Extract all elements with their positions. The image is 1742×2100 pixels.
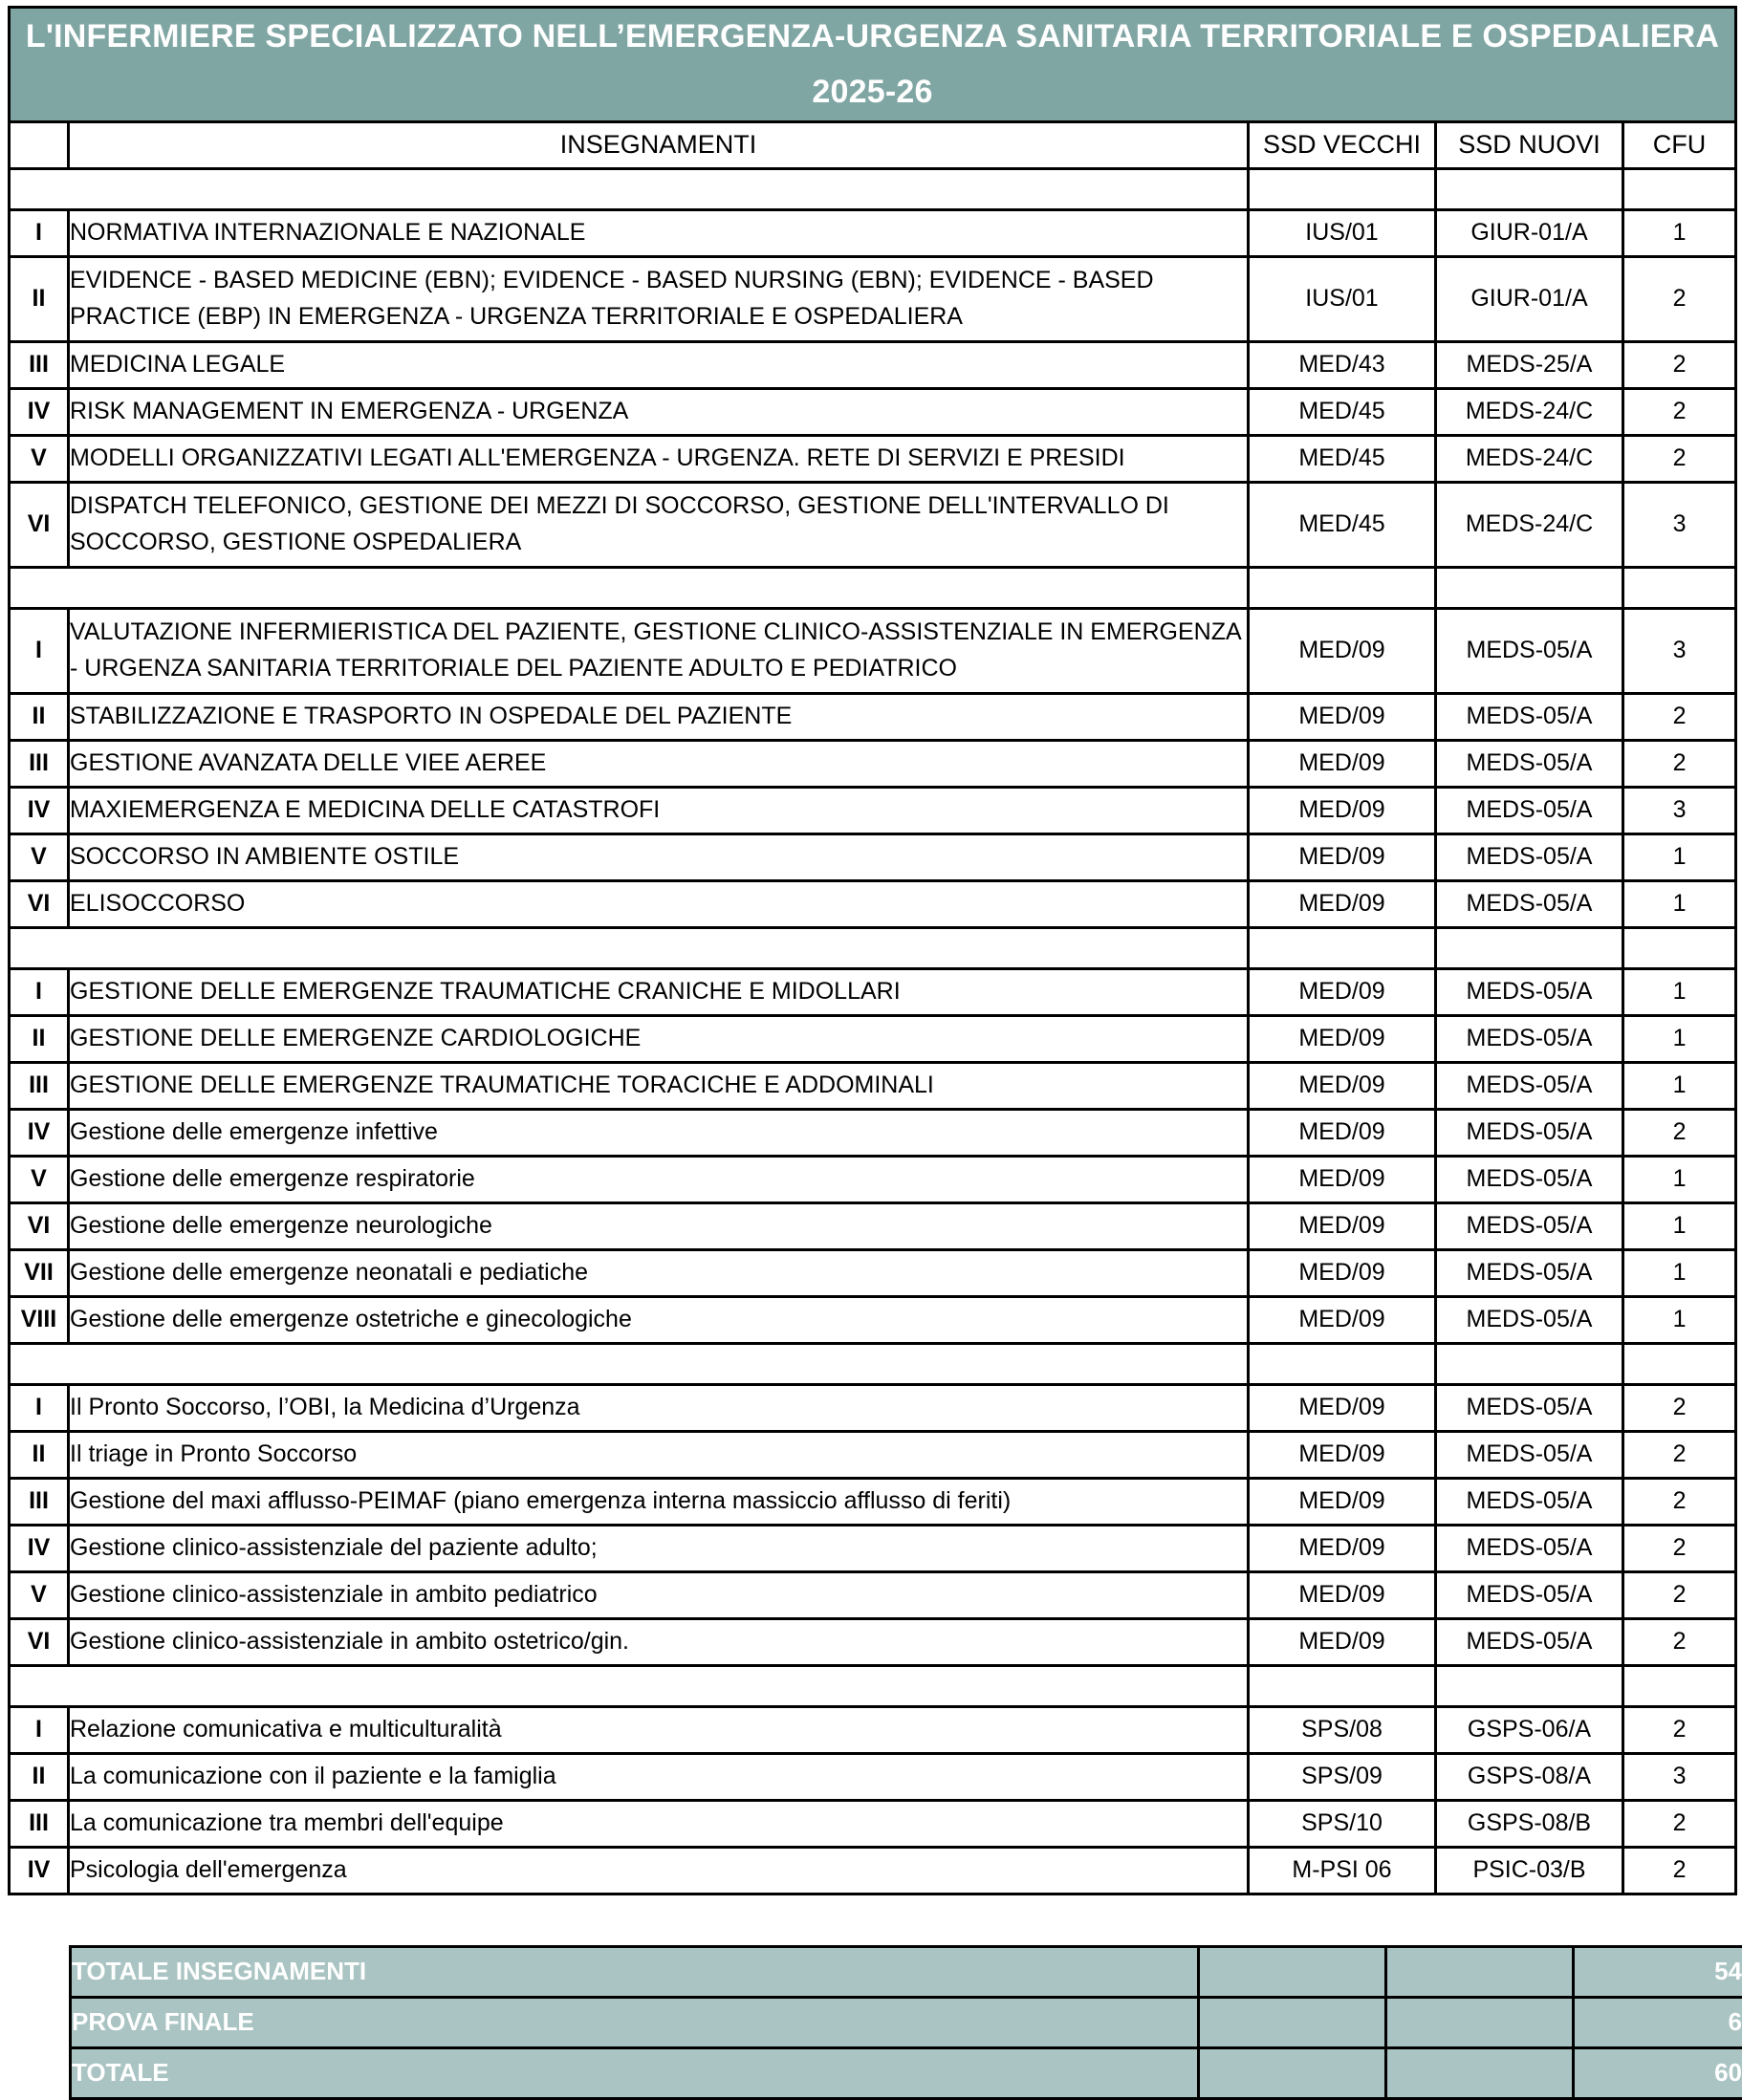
table-row [10, 693, 1736, 740]
row-subject: GESTIONE DELLE EMERGENZE TRAUMATICHE CRANICHE E MIDOLLARI [69, 968, 1249, 1015]
row-number: VI [10, 880, 69, 927]
row-cfu: 2 [1623, 1618, 1736, 1665]
row-ssd-nuovi: MEDS-05/A [1436, 740, 1623, 787]
row-subject: VALUTAZIONE INFERMIERISTICA DEL PAZIENTE, GESTIONE CLINICO-ASSISTENZIALE IN EMERGENZA - URGENZA SANITARIA TERRITORIALE DEL PAZIENTE ADULTO E PEDIATRICO [69, 608, 1249, 693]
row-ssd-nuovi: MEDS-05/A [1436, 693, 1623, 740]
table-row [10, 787, 1736, 834]
row-cfu: 3 [1623, 1753, 1736, 1800]
row-ssd-nuovi: MEDS-05/A [1436, 1202, 1623, 1249]
table-row [10, 1015, 1736, 1062]
table-row [10, 1618, 1736, 1665]
row-ssd-vecchi: MED/09 [1249, 1249, 1436, 1296]
group-header-row [10, 1665, 1736, 1706]
row-number: III [10, 740, 69, 787]
row-ssd-nuovi: MEDS-05/A [1436, 1109, 1623, 1156]
row-ssd-nuovi: MEDS-05/A [1436, 1062, 1623, 1109]
row-number: VI [10, 482, 69, 567]
table-row [10, 1156, 1736, 1202]
row-ssd-nuovi: MEDS-05/A [1436, 1156, 1623, 1202]
row-ssd-nuovi: MEDS-24/C [1436, 482, 1623, 567]
curriculum-table [8, 6, 1737, 1895]
summary-value: 54 [1574, 1946, 1742, 1997]
row-subject: Gestione clinico-assistenziale in ambito pediatrico [69, 1571, 1249, 1618]
row-cfu: 2 [1623, 1800, 1736, 1847]
row-number: V [10, 1571, 69, 1618]
row-number: VIII [10, 1296, 69, 1343]
row-number: I [10, 209, 69, 256]
summary-ssd-nuovi [1386, 2047, 1574, 2098]
row-ssd-nuovi: GIUR-01/A [1436, 256, 1623, 341]
header-ssd-nuovi: SSD NUOVI [1436, 121, 1623, 168]
row-ssd-nuovi: MEDS-05/A [1436, 1618, 1623, 1665]
row-number: III [10, 341, 69, 388]
row-cfu: 2 [1623, 693, 1736, 740]
row-ssd-vecchi: MED/09 [1249, 880, 1436, 927]
table-row [10, 1384, 1736, 1431]
group-label: G4 - EMERGENZA - URGENZA IN AMBITO OSPEDALIERO [10, 1343, 1249, 1384]
row-subject: Gestione delle emergenze neurologiche [69, 1202, 1249, 1249]
table-row [10, 608, 1736, 693]
summary-section [8, 1945, 1734, 2100]
summary-ssd-nuovi [1386, 1997, 1574, 2047]
row-cfu: 1 [1623, 1296, 1736, 1343]
row-ssd-nuovi: GSPS-08/B [1436, 1800, 1623, 1847]
row-subject: MAXIEMERGENZA E MEDICINA DELLE CATASTROFI [69, 787, 1249, 834]
row-subject: NORMATIVA INTERNAZIONALE E NAZIONALE [69, 209, 1249, 256]
row-ssd-nuovi: MEDS-24/C [1436, 435, 1623, 482]
row-number: III [10, 1062, 69, 1109]
row-subject: MODELLI ORGANIZZATIVI LEGATI ALL'EMERGENZA - URGENZA. RETE DI SERVIZI E PRESIDI [69, 435, 1249, 482]
summary-ssd-vecchi [1199, 2047, 1386, 2098]
group-cfu: 12 [1623, 1343, 1736, 1384]
row-cfu: 1 [1623, 209, 1736, 256]
row-cfu: 1 [1623, 1249, 1736, 1296]
group-cfu: 9 [1623, 927, 1736, 968]
title-row [10, 8, 1736, 122]
row-subject: Relazione comunicativa e multiculturalità [69, 1706, 1249, 1753]
row-subject: SOCCORSO IN AMBIENTE OSTILE [69, 834, 1249, 880]
table-row [10, 1571, 1736, 1618]
row-ssd-vecchi: SPS/08 [1249, 1706, 1436, 1753]
row-cfu: 2 [1623, 341, 1736, 388]
table-row [10, 1062, 1736, 1109]
table-row [10, 1296, 1736, 1343]
group-label: G5 - LA COMUNICAZIONE IN EMERGENZA - URGENZA [10, 1665, 1249, 1706]
row-cfu: 2 [1623, 1571, 1736, 1618]
row-ssd-nuovi: MEDS-05/A [1436, 1478, 1623, 1525]
row-cfu: 2 [1623, 1847, 1736, 1894]
row-ssd-nuovi: GSPS-06/A [1436, 1706, 1623, 1753]
row-ssd-nuovi: MEDS-05/A [1436, 1431, 1623, 1478]
row-subject: DISPATCH TELEFONICO, GESTIONE DEI MEZZI DI SOCCORSO, GESTIONE DELL'INTERVALLO DI SOCCORSO, GESTIONE OSPEDALIERA [69, 482, 1249, 567]
row-ssd-nuovi: PSIC-03/B [1436, 1847, 1623, 1894]
row-number: IV [10, 1847, 69, 1894]
group-ssd-vecchi: MED/09 [1249, 1343, 1436, 1384]
row-subject: Il triage in Pronto Soccorso [69, 1431, 1249, 1478]
row-ssd-vecchi: MED/45 [1249, 435, 1436, 482]
row-cfu: 2 [1623, 1706, 1736, 1753]
group-header-row [10, 1343, 1736, 1384]
table-row [10, 1800, 1736, 1847]
header-insegnamenti: INSEGNAMENTI [69, 121, 1249, 168]
row-cfu: 1 [1623, 1202, 1736, 1249]
row-number: II [10, 1431, 69, 1478]
group-ssd-vecchi: IUS/01 [1249, 168, 1436, 209]
row-ssd-vecchi: MED/45 [1249, 388, 1436, 435]
row-cfu: 2 [1623, 1431, 1736, 1478]
summary-ssd-nuovi [1386, 1946, 1574, 1997]
row-ssd-vecchi: MED/09 [1249, 608, 1436, 693]
table-row [10, 834, 1736, 880]
row-cfu: 1 [1623, 1156, 1736, 1202]
row-cfu: 2 [1623, 1478, 1736, 1525]
row-ssd-vecchi: MED/45 [1249, 482, 1436, 567]
row-cfu: 2 [1623, 1384, 1736, 1431]
summary-label: PROVA FINALE [71, 1997, 1199, 2047]
row-number: I [10, 1706, 69, 1753]
row-cfu: 1 [1623, 1062, 1736, 1109]
row-cfu: 1 [1623, 968, 1736, 1015]
row-ssd-vecchi: MED/09 [1249, 1525, 1436, 1571]
row-ssd-vecchi: MED/09 [1249, 1015, 1436, 1062]
group-ssd-nuovi: MEDS-05/A [1436, 567, 1623, 608]
row-ssd-vecchi: MED/09 [1249, 740, 1436, 787]
row-subject: GESTIONE DELLE EMERGENZE CARDIOLOGICHE [69, 1015, 1249, 1062]
group-ssd-nuovi: GIUR-01/A [1436, 168, 1623, 209]
row-number: II [10, 1015, 69, 1062]
row-ssd-nuovi: MEDS-05/A [1436, 787, 1623, 834]
summary-value: 6 [1574, 1997, 1742, 2047]
row-subject: Il Pronto Soccorso, l’OBI, la Medicina d’Urgenza [69, 1384, 1249, 1431]
row-ssd-nuovi: MEDS-05/A [1436, 1384, 1623, 1431]
summary-row [71, 1997, 1742, 2047]
row-number: VI [10, 1618, 69, 1665]
group-ssd-nuovi: MEDS-05/A [1436, 927, 1623, 968]
group-ssd-nuovi: GSPS-06/A [1436, 1665, 1623, 1706]
row-ssd-nuovi: GSPS-08/A [1436, 1753, 1623, 1800]
row-ssd-vecchi: MED/09 [1249, 1156, 1436, 1202]
row-number: V [10, 1156, 69, 1202]
row-ssd-vecchi: M-PSI 06 [1249, 1847, 1436, 1894]
table-row [10, 256, 1736, 341]
table-row [10, 1202, 1736, 1249]
summary-label: TOTALE [71, 2047, 1199, 2098]
summary-ssd-vecchi [1199, 1997, 1386, 2047]
table-row [10, 1249, 1736, 1296]
row-subject: GESTIONE AVANZATA DELLE VIEE AEREE [69, 740, 1249, 787]
summary-label: TOTALE INSEGNAMENTI [71, 1946, 1199, 1997]
row-number: VII [10, 1249, 69, 1296]
row-ssd-vecchi: MED/09 [1249, 1202, 1436, 1249]
row-subject: Gestione delle emergenze infettive [69, 1109, 1249, 1156]
row-ssd-nuovi: MEDS-05/A [1436, 1296, 1623, 1343]
row-ssd-nuovi: MEDS-05/A [1436, 1525, 1623, 1571]
header-num [10, 121, 69, 168]
table-row [10, 1753, 1736, 1800]
row-number: I [10, 968, 69, 1015]
table-row [10, 388, 1736, 435]
page-title: L'INFERMIERE SPECIALIZZATO NELL’EMERGENZA-URGENZA SANITARIA TERRITORIALE E OSPEDALIERA 2025-26 [10, 8, 1736, 122]
table-row [10, 435, 1736, 482]
row-subject: Gestione delle emergenze respiratorie [69, 1156, 1249, 1202]
table-row [10, 1847, 1736, 1894]
row-cfu: 1 [1623, 1015, 1736, 1062]
row-number: V [10, 435, 69, 482]
group-cfu: 12 [1623, 168, 1736, 209]
row-subject: EVIDENCE - BASED MEDICINE (EBN); EVIDENCE - BASED NURSING (EBN); EVIDENCE - BASED PRACTICE (EBP) IN EMERGENZA - URGENZA TERRITORIALE E OSPEDALIERA [69, 256, 1249, 341]
row-ssd-vecchi: MED/09 [1249, 968, 1436, 1015]
row-cfu: 2 [1623, 1525, 1736, 1571]
row-subject: GESTIONE DELLE EMERGENZE TRAUMATICHE TORACICHE E ADDOMINALI [69, 1062, 1249, 1109]
summary-row [71, 2047, 1742, 2098]
group-ssd-vecchi: SPS/08 [1249, 1665, 1436, 1706]
group-label: G3 - EMERGENZA URGENZA - EXTRAOSPEDALIERI 2 [10, 927, 1249, 968]
row-ssd-nuovi: MEDS-05/A [1436, 1249, 1623, 1296]
row-subject: Gestione clinico-assistenziale del paziente adulto; [69, 1525, 1249, 1571]
row-number: IV [10, 1525, 69, 1571]
row-cfu: 3 [1623, 482, 1736, 567]
row-cfu: 2 [1623, 435, 1736, 482]
group-header-row [10, 168, 1736, 209]
row-number: V [10, 834, 69, 880]
row-number: IV [10, 388, 69, 435]
group-ssd-nuovi: MEDS-05/A [1436, 1343, 1623, 1384]
row-number: I [10, 1384, 69, 1431]
row-subject: STABILIZZAZIONE E TRASPORTO IN OSPEDALE DEL PAZIENTE [69, 693, 1249, 740]
column-header-row [10, 121, 1736, 168]
row-ssd-vecchi: IUS/01 [1249, 209, 1436, 256]
row-ssd-vecchi: MED/09 [1249, 1296, 1436, 1343]
row-ssd-vecchi: SPS/10 [1249, 1800, 1436, 1847]
row-ssd-nuovi: MEDS-25/A [1436, 341, 1623, 388]
row-subject: La comunicazione tra membri dell'equipe [69, 1800, 1249, 1847]
row-number: II [10, 693, 69, 740]
row-cfu: 1 [1623, 880, 1736, 927]
row-ssd-vecchi: SPS/09 [1249, 1753, 1436, 1800]
table-row [10, 1109, 1736, 1156]
row-number: II [10, 256, 69, 341]
row-ssd-vecchi: MED/09 [1249, 787, 1436, 834]
row-cfu: 2 [1623, 256, 1736, 341]
row-ssd-nuovi: MEDS-05/A [1436, 1015, 1623, 1062]
row-subject: RISK MANAGEMENT IN EMERGENZA - URGENZA [69, 388, 1249, 435]
row-subject: Psicologia dell'emergenza [69, 1847, 1249, 1894]
row-ssd-vecchi: IUS/01 [1249, 256, 1436, 341]
row-cfu: 2 [1623, 740, 1736, 787]
row-number: III [10, 1800, 69, 1847]
summary-table [69, 1945, 1742, 2100]
table-row [10, 968, 1736, 1015]
table-row [10, 1431, 1736, 1478]
table-row [10, 880, 1736, 927]
table-row [10, 482, 1736, 567]
row-ssd-nuovi: GIUR-01/A [1436, 209, 1623, 256]
table-row [10, 341, 1736, 388]
summary-ssd-vecchi [1199, 1946, 1386, 1997]
row-ssd-nuovi: MEDS-05/A [1436, 834, 1623, 880]
row-ssd-vecchi: MED/09 [1249, 1478, 1436, 1525]
summary-row [71, 1946, 1742, 1997]
summary-value: 60 [1574, 2047, 1742, 2098]
row-number: I [10, 608, 69, 693]
group-ssd-vecchi: MED/09 [1249, 927, 1436, 968]
row-cfu: 3 [1623, 787, 1736, 834]
row-subject: Gestione delle emergenze neonatali e pediatiche [69, 1249, 1249, 1296]
group-label: G2 - EMERGENZA URGENZA - EXTRAOSPEDALIERI 1 [10, 567, 1249, 608]
row-ssd-vecchi: MED/09 [1249, 1062, 1436, 1109]
header-ssd-vecchi: SSD VECCHI [1249, 121, 1436, 168]
row-number: IV [10, 1109, 69, 1156]
row-ssd-nuovi: MEDS-05/A [1436, 608, 1623, 693]
row-number: III [10, 1478, 69, 1525]
row-cfu: 3 [1623, 608, 1736, 693]
row-subject: MEDICINA LEGALE [69, 341, 1249, 388]
table-row [10, 1525, 1736, 1571]
row-number: IV [10, 787, 69, 834]
row-ssd-vecchi: MED/09 [1249, 1384, 1436, 1431]
row-ssd-vecchi: MED/09 [1249, 693, 1436, 740]
row-subject: ELISOCCORSO [69, 880, 1249, 927]
row-number: VI [10, 1202, 69, 1249]
row-ssd-vecchi: MED/09 [1249, 1571, 1436, 1618]
row-cfu: 2 [1623, 1109, 1736, 1156]
group-label: G1 - NORMATIVA DEL SISTEMA SANITARIO NAZIONALE E CENTRALE OPERATIVA EMERGENZA [10, 168, 1249, 209]
row-ssd-vecchi: MED/09 [1249, 834, 1436, 880]
table-row [10, 1706, 1736, 1753]
row-number: II [10, 1753, 69, 1800]
row-ssd-nuovi: MEDS-24/C [1436, 388, 1623, 435]
row-subject: Gestione del maxi afflusso-PEIMAF (piano emergenza interna massiccio afflusso di feriti) [69, 1478, 1249, 1525]
row-ssd-vecchi: MED/43 [1249, 341, 1436, 388]
group-header-row [10, 567, 1736, 608]
group-cfu: 12 [1623, 567, 1736, 608]
group-header-row [10, 927, 1736, 968]
group-cfu: 9 [1623, 1665, 1736, 1706]
header-cfu: CFU [1623, 121, 1736, 168]
row-ssd-nuovi: MEDS-05/A [1436, 1571, 1623, 1618]
row-ssd-nuovi: MEDS-05/A [1436, 880, 1623, 927]
row-subject: La comunicazione con il paziente e la famiglia [69, 1753, 1249, 1800]
row-cfu: 2 [1623, 388, 1736, 435]
table-row [10, 740, 1736, 787]
row-subject: Gestione delle emergenze ostetriche e ginecologiche [69, 1296, 1249, 1343]
row-ssd-nuovi: MEDS-05/A [1436, 968, 1623, 1015]
table-row [10, 209, 1736, 256]
row-subject: Gestione clinico-assistenziale in ambito ostetrico/gin. [69, 1618, 1249, 1665]
row-cfu: 1 [1623, 834, 1736, 880]
row-ssd-vecchi: MED/09 [1249, 1109, 1436, 1156]
row-ssd-vecchi: MED/09 [1249, 1431, 1436, 1478]
group-ssd-vecchi: MED/09 [1249, 567, 1436, 608]
table-row [10, 1478, 1736, 1525]
row-ssd-vecchi: MED/09 [1249, 1618, 1436, 1665]
